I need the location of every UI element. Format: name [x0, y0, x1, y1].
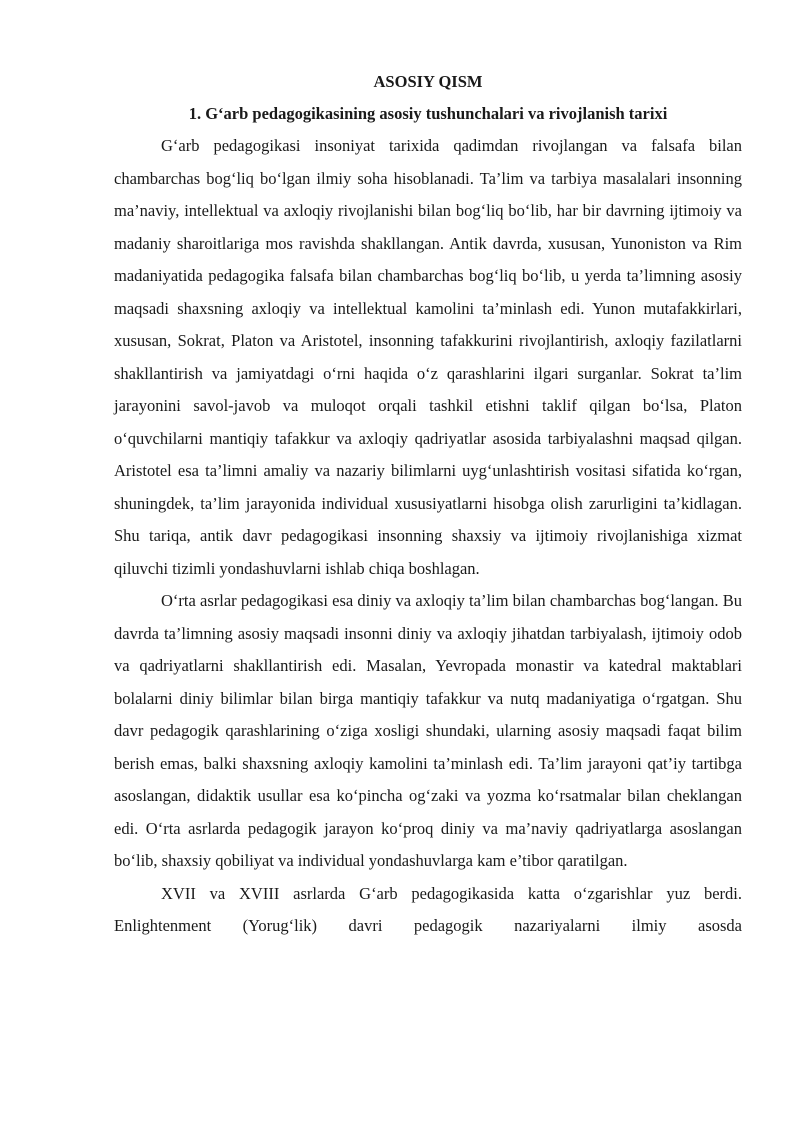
page-heading: ASOSIY QISM: [373, 72, 483, 91]
section-title: 1. G‘arb pedagogikasining asosiy tushunchalari va rivojlanish tarixi: [188, 104, 668, 123]
paragraph-middle-ages: O‘rta asrlar pedagogikasi esa diniy va axloqiy ta’lim bilan chambarchas bog‘langan. Bu davrda ta’limning asosiy maqsadi insonni diniy va axloqiy jihatdan tarbiyalash, ijtimoiy odob va qadriyatlarni shakllantirish edi. Masalan, Yevropada monastir va katedral maktablari bolalarni diniy bilimlar bilan birga mantiqiy tafakkur va nutq madaniyatiga o‘rgatgan. Shu davr pedagogik qarashlarining o‘ziga xosligi shundaki, ularning asosiy maqsadi faqat bilim berish emas, balki shaxsning axloqiy kamolini ta’minlash edi. Ta’lim jarayoni qat’iy tartibga asoslangan, didaktik usullar esa ko‘pincha og‘zaki va yozma ko‘rsatmalar bilan cheklangan edi. O‘rta asrlarda pedagogik jarayon ko‘proq diniy va ma’naviy qadriyatlarga asoslangan bo‘lib, shaxsiy qobiliyat va individual yondashuvlarga kam e’tibor qaratilgan.: [114, 591, 742, 870]
paragraph-antiquity: G‘arb pedagogikasi insoniyat tarixida qadimdan rivojlangan va falsafa bilan chambarchas bog‘liq bo‘lgan ilmiy soha hisoblanadi. Ta’lim va tarbiya masalalari insonning ma’naviy, intellektual va axloqiy rivojlanishi bilan bog‘liq bo‘lib, har bir davrning ijtimoiy va madaniy sharoitlariga mos ravishda shakllangan. Antik davrda, xususan, Yunoniston va Rim madaniyatida pedagogika falsafa bilan chambarchas bog‘liq bo‘lib, u yerda ta’limning asosiy maqsadi shaxsning axloqiy va intellektual kamolini ta’minlash edi. Yunon mutafakkirlari, xususan, Sokrat, Platon va Aristotel, insonning tafakkurini rivojlantirish, axloqiy fazilatlarni shakllantirish va jamiyatdagi o‘rni haqida o‘z qarashlarini ilgari surganlar. Sokrat ta’lim jarayonini savol-javob va muloqot orqali tashkil etishni taklif qilgan bo‘lsa, Platon o‘quvchilarni mantiqiy tafakkur va axloqiy qadriyatlar asosida tarbiyalashni maqsad qilgan. Aristotel esa ta’limni amaliy va nazariy bilimlarni uyg‘unlashtirish vositasi sifatida ko‘rgan, shuningdek, ta’lim jarayonida individual xususiyatlarni hisobga olish zarurligini ta’kidlagan. Shu tariqa, antik davr pedagogikasi insonning shaxsiy va ijtimoiy rivojlanishiga xizmat qiluvchi tizimli yondashuvlarni ishlab chiqa boshlagan.: [114, 136, 742, 578]
document-page: [114, 66, 742, 943]
paragraph-enlightenment: XVII va XVIII asrlarda G‘arb pedagogikasida katta o‘zgarishlar yuz berdi. Enlightenment (Yorug‘lik) davri pedagogik nazariyalarni ilmiy asosda: [114, 883, 742, 935]
